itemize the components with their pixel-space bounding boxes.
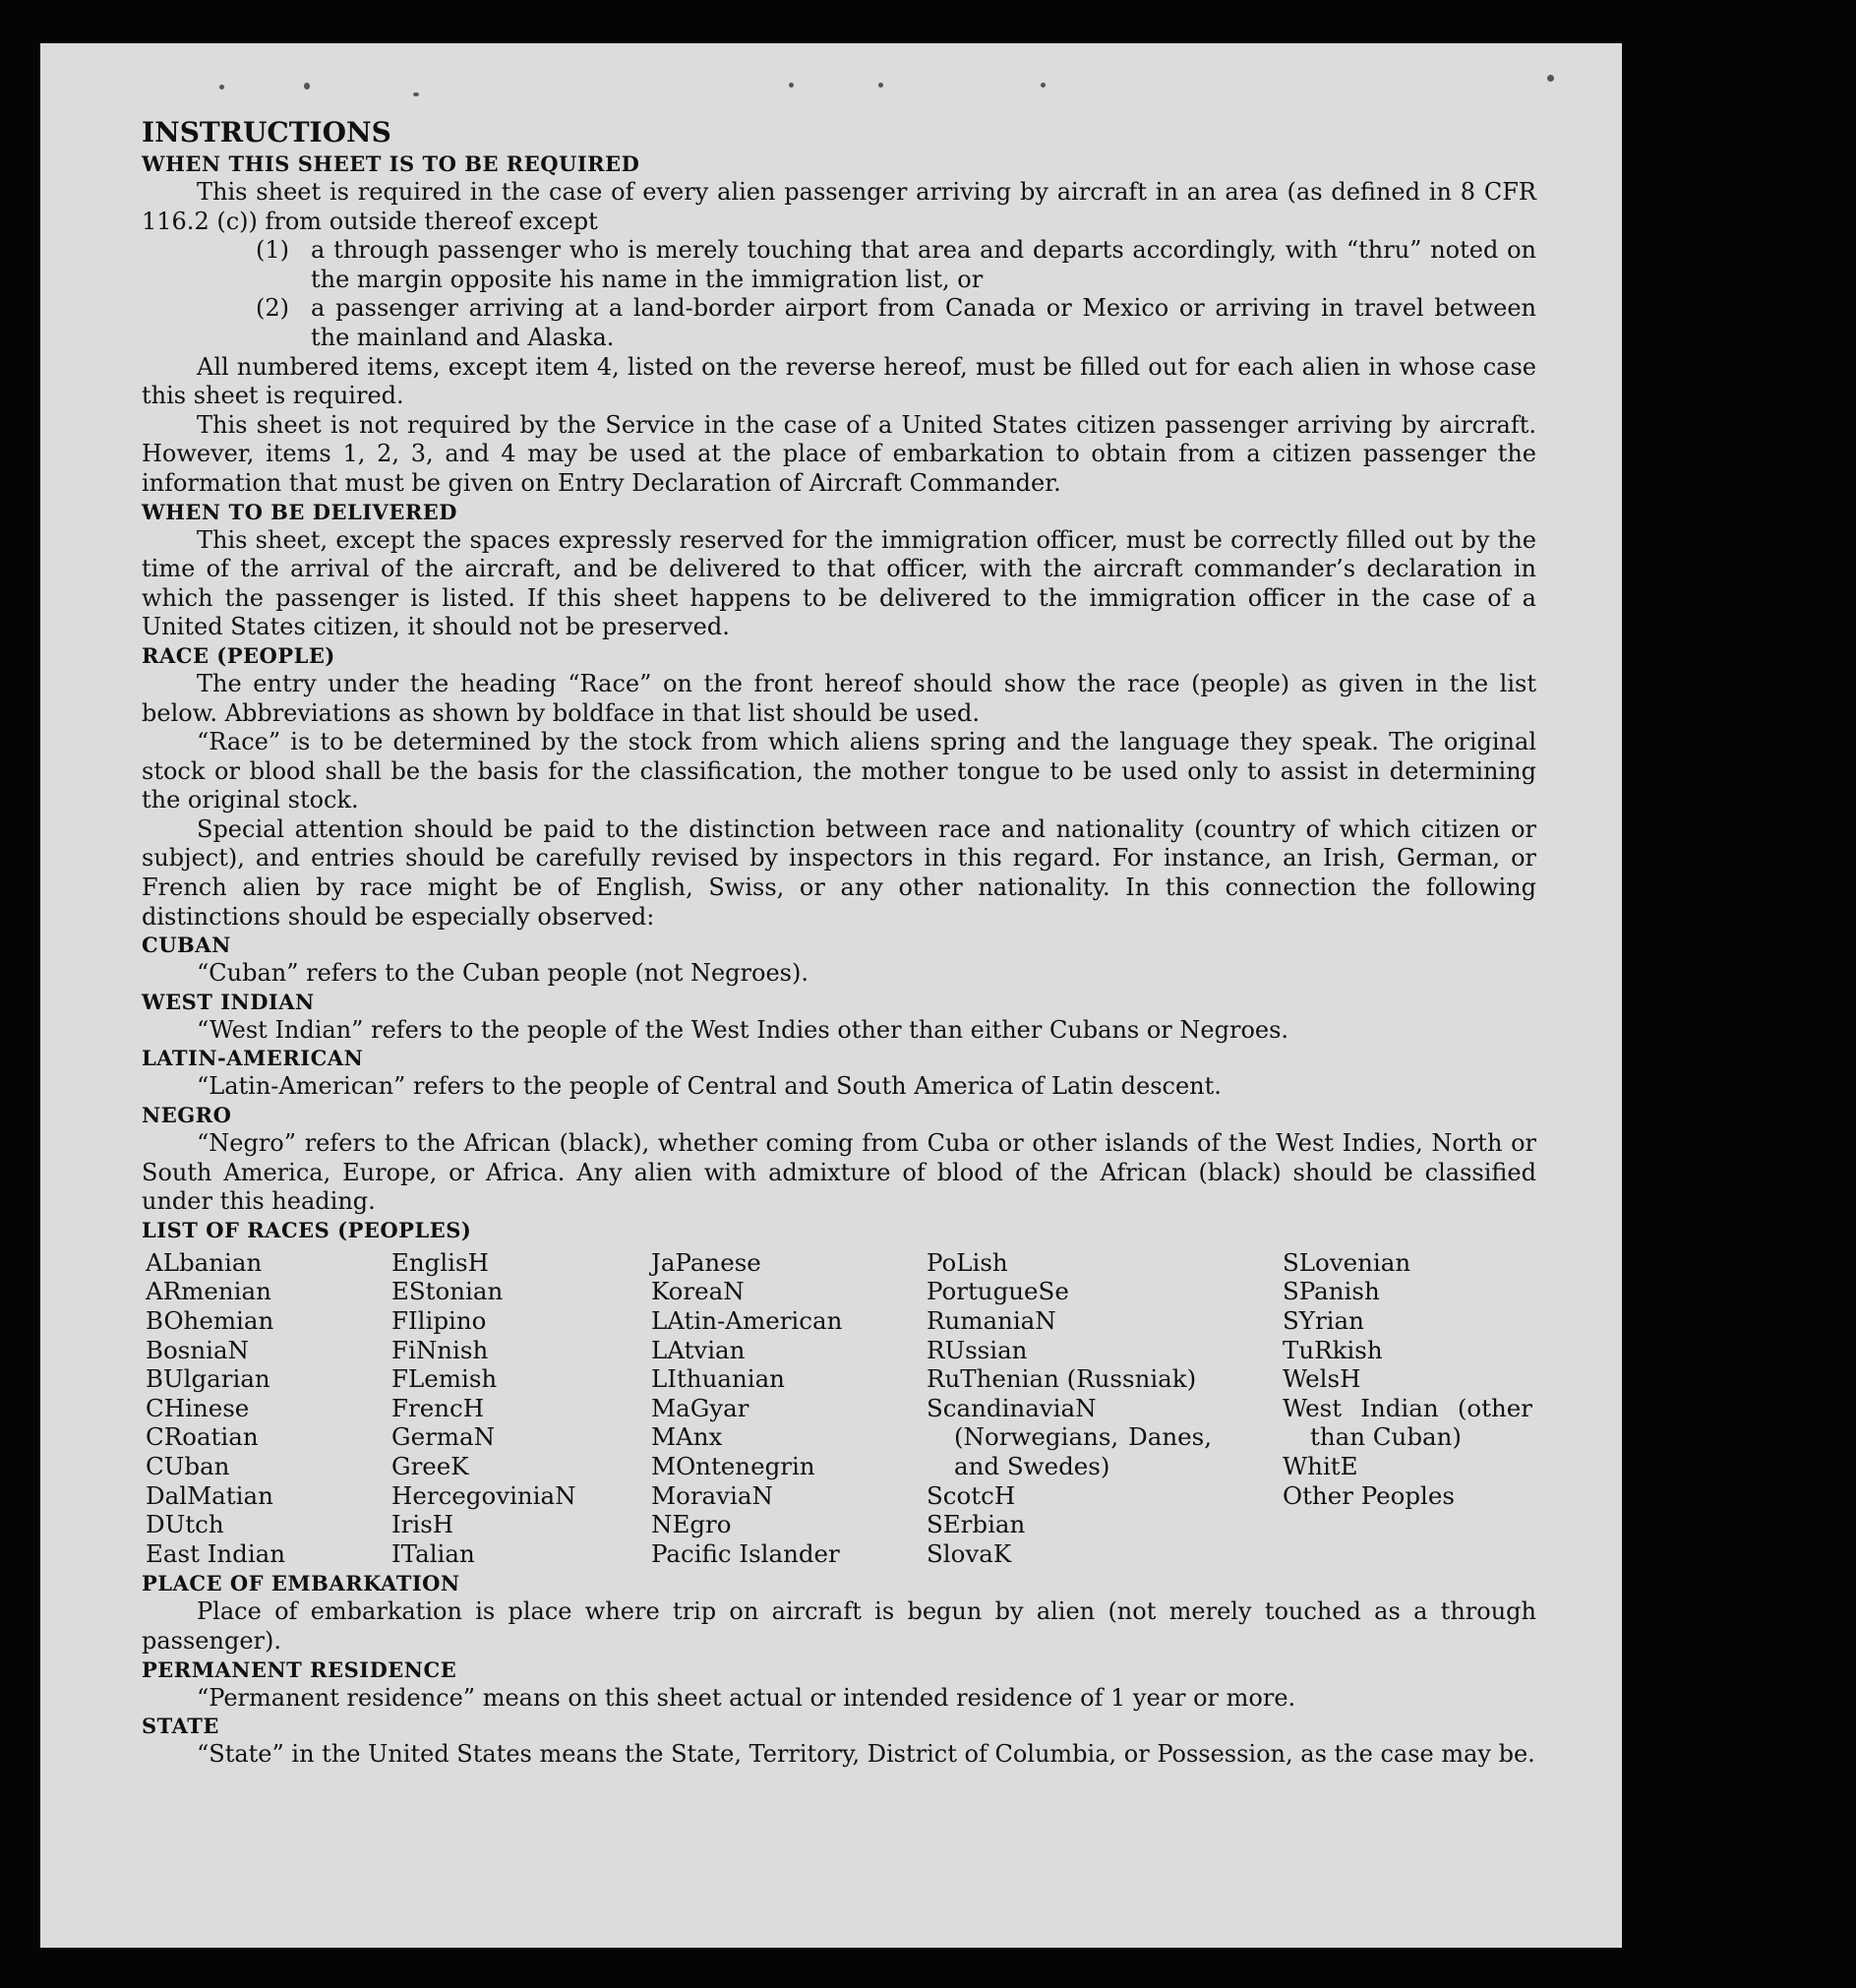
race-entry: BosniaN	[146, 1335, 249, 1364]
race-entry: ScotcH	[927, 1480, 1016, 1510]
race-entry: BUlgarian	[146, 1364, 270, 1394]
list-item	[142, 236, 1536, 294]
paragraph: “Latin-American” refers to the people of Central and South America of Latin descent.	[197, 1072, 1222, 1101]
paragraph: “West Indian” refers to the people of the West Indies other than either Cubans or Negroes.	[197, 1015, 1289, 1044]
item-number: (1)	[256, 236, 289, 265]
race-entry: GreeK	[391, 1451, 469, 1480]
race-entry: PortugueSe	[927, 1277, 1069, 1306]
race-entry: TuRkish	[1283, 1335, 1383, 1364]
race-entry: RUssian	[927, 1335, 1028, 1364]
races-column	[1283, 1248, 1532, 1569]
instructions-content	[142, 115, 1536, 1770]
section-heading-race: RACE (PEOPLE)	[142, 642, 335, 668]
paragraph: Special attention should be paid to the distinction between race and nationality (country of which citizen or subject), and entries should be carefully revised by inspectors in this regard. For instance, an Irish, German, or French alien by race might be of English, Swiss, or any other nationality. In this connection the following distinctions should be especially observed:	[142, 814, 1536, 931]
speck	[1041, 83, 1046, 88]
races-column	[927, 1248, 1283, 1569]
race-entry: CHinese	[146, 1393, 250, 1422]
section-heading-when-delivered: WHEN TO BE DELIVERED	[142, 499, 458, 524]
paragraph: “Permanent residence” means on this sheet actual or intended residence of 1 year or more.	[197, 1683, 1296, 1712]
race-entry: West Indian (other than Cuban)	[1283, 1393, 1532, 1452]
race-entry: MoraviaN	[651, 1480, 773, 1510]
race-entry: East Indian	[146, 1538, 286, 1568]
race-entry: DUtch	[146, 1510, 224, 1539]
race-entry: JaPanese	[651, 1247, 761, 1277]
paragraph: This sheet, except the spaces expressly reserved for the immigration officer, must be correctly filled out by the time of the arrival of the aircraft, and be delivered to that officer, with the aircraft commander’s declaration in which the passenger is listed. If this sheet happens to be delivered to the immigration officer in the case of a United States citizen, it should not be preserved.	[142, 525, 1536, 641]
race-entry: SLovenian	[1283, 1247, 1411, 1277]
section-heading-embarkation: PLACE OF EMBARKATION	[142, 1571, 460, 1596]
race-entry: FLemish	[391, 1364, 498, 1394]
race-entry: WelsH	[1283, 1364, 1361, 1394]
section-heading-state: STATE	[142, 1714, 219, 1739]
race-entry: RuThenian (Russniak)	[927, 1364, 1197, 1394]
race-entry: ITalian	[391, 1538, 475, 1568]
race-entry: KoreaN	[651, 1277, 745, 1306]
race-entry: PoLish	[927, 1247, 1008, 1277]
speck	[219, 85, 224, 90]
race-entry: CRoatian	[146, 1422, 259, 1452]
races-column	[651, 1248, 927, 1569]
race-entry: DalMatian	[146, 1480, 273, 1510]
document-page	[40, 43, 1622, 1948]
paragraph: All numbered items, except item 4, listed on the reverse hereof, must be filled out for each alien in whose case this sheet is required.	[142, 352, 1536, 410]
paragraph: The entry under the heading “Race” on the front hereof should show the race (people) as given in the list below. Abbreviations as shown by boldface in that list should be used.	[142, 669, 1536, 727]
race-entry: GermaN	[391, 1422, 496, 1452]
race-entry: ScandinaviaN (Norwegians, Danes, and Swedes)	[927, 1393, 1212, 1480]
race-entry: SYrian	[1283, 1306, 1364, 1335]
race-entry: FIlipino	[391, 1306, 487, 1335]
race-entry: WhitE	[1283, 1451, 1358, 1480]
race-entry: ARmenian	[146, 1277, 271, 1306]
race-entry: HercegoviniaN	[391, 1480, 576, 1510]
race-entry: LIthuanian	[651, 1364, 785, 1394]
race-entry: FiNnish	[391, 1335, 489, 1364]
list-item	[142, 294, 1536, 352]
section-heading-cuban: CUBAN	[142, 933, 231, 958]
section-heading-west-indian: WEST INDIAN	[142, 989, 315, 1014]
speck	[304, 83, 310, 90]
paragraph: Place of embarkation is place where trip on aircraft is begun by alien (not merely touched as a through passenger).	[142, 1597, 1536, 1655]
race-entry: CUban	[146, 1451, 230, 1480]
race-entry: LAtvian	[651, 1335, 746, 1364]
race-entry: ALbanian	[146, 1247, 263, 1277]
item-number: (2)	[256, 294, 289, 323]
race-entry: SlovaK	[927, 1538, 1012, 1568]
races-list	[146, 1248, 1536, 1569]
race-entry: LAtin-American	[651, 1306, 843, 1335]
race-entry: MAnx	[651, 1422, 723, 1452]
speck	[789, 83, 794, 88]
race-entry: EStonian	[391, 1277, 504, 1306]
paragraph: “Negro” refers to the African (black), whether coming from Cuba or other islands of the West Indies, North or South America, Europe, or Africa. Any alien with admixture of blood of the African (black) should be classified under this heading.	[142, 1129, 1536, 1216]
section-heading-latin-american: LATIN-AMERICAN	[142, 1046, 364, 1071]
paragraph: This sheet is not required by the Service in the case of a United States citizen passenger arriving by aircraft. However, items 1, 2, 3, and 4 may be used at the place of embarkation to obtain from a citizen passenger the information that must be given on Entry Declaration of Aircraft Commander.	[142, 410, 1536, 497]
item-text: a passenger arriving at a land-border airport from Canada or Mexico or arriving in travel between the mainland and Alaska.	[311, 294, 1536, 351]
race-entry: NEgro	[651, 1510, 732, 1539]
race-entry: MOntenegrin	[651, 1451, 815, 1480]
speck	[1547, 75, 1554, 82]
race-entry: SPanish	[1283, 1277, 1380, 1306]
race-entry: RumaniaN	[927, 1306, 1056, 1335]
race-entry: SErbian	[927, 1510, 1026, 1539]
section-heading-when-required: WHEN THIS SHEET IS TO BE REQUIRED	[142, 151, 640, 176]
paragraph: “State” in the United States means the State, Territory, District of Columbia, or Possession, as the case may be.	[197, 1740, 1535, 1769]
races-column	[391, 1248, 651, 1569]
race-entry: EnglisH	[391, 1247, 489, 1277]
race-entry: FrencH	[391, 1393, 485, 1422]
item-text: a through passenger who is merely touching that area and departs accordingly, with “thru” noted on the margin opposite his name in the immigration list, or	[311, 236, 1536, 293]
section-heading-permanent-residence: PERMANENT RESIDENCE	[142, 1657, 457, 1682]
race-entry: BOhemian	[146, 1306, 274, 1335]
races-column	[146, 1248, 391, 1569]
race-entry: MaGyar	[651, 1393, 749, 1422]
speck	[413, 92, 419, 96]
race-entry: Pacific Islander	[651, 1538, 840, 1568]
speck	[878, 83, 883, 88]
paragraph: “Cuban” refers to the Cuban people (not Negroes).	[197, 959, 808, 988]
race-entry: Other Peoples	[1283, 1480, 1455, 1510]
race-entry: IrisH	[391, 1510, 454, 1539]
paragraph: “Race” is to be determined by the stock from which aliens spring and the language they speak. The original stock or blood shall be the basis for the classification, the mother tongue to be used only to assist in determining the original stock.	[142, 728, 1536, 814]
page-title: INSTRUCTIONS	[142, 116, 391, 149]
paragraph: This sheet is required in the case of every alien passenger arriving by aircraft in an area (as defined in 8 CFR 116.2 (c)) from outside thereof except	[142, 178, 1536, 235]
section-heading-list-of-races: LIST OF RACES (PEOPLES)	[142, 1217, 472, 1242]
section-heading-negro: NEGRO	[142, 1103, 232, 1128]
